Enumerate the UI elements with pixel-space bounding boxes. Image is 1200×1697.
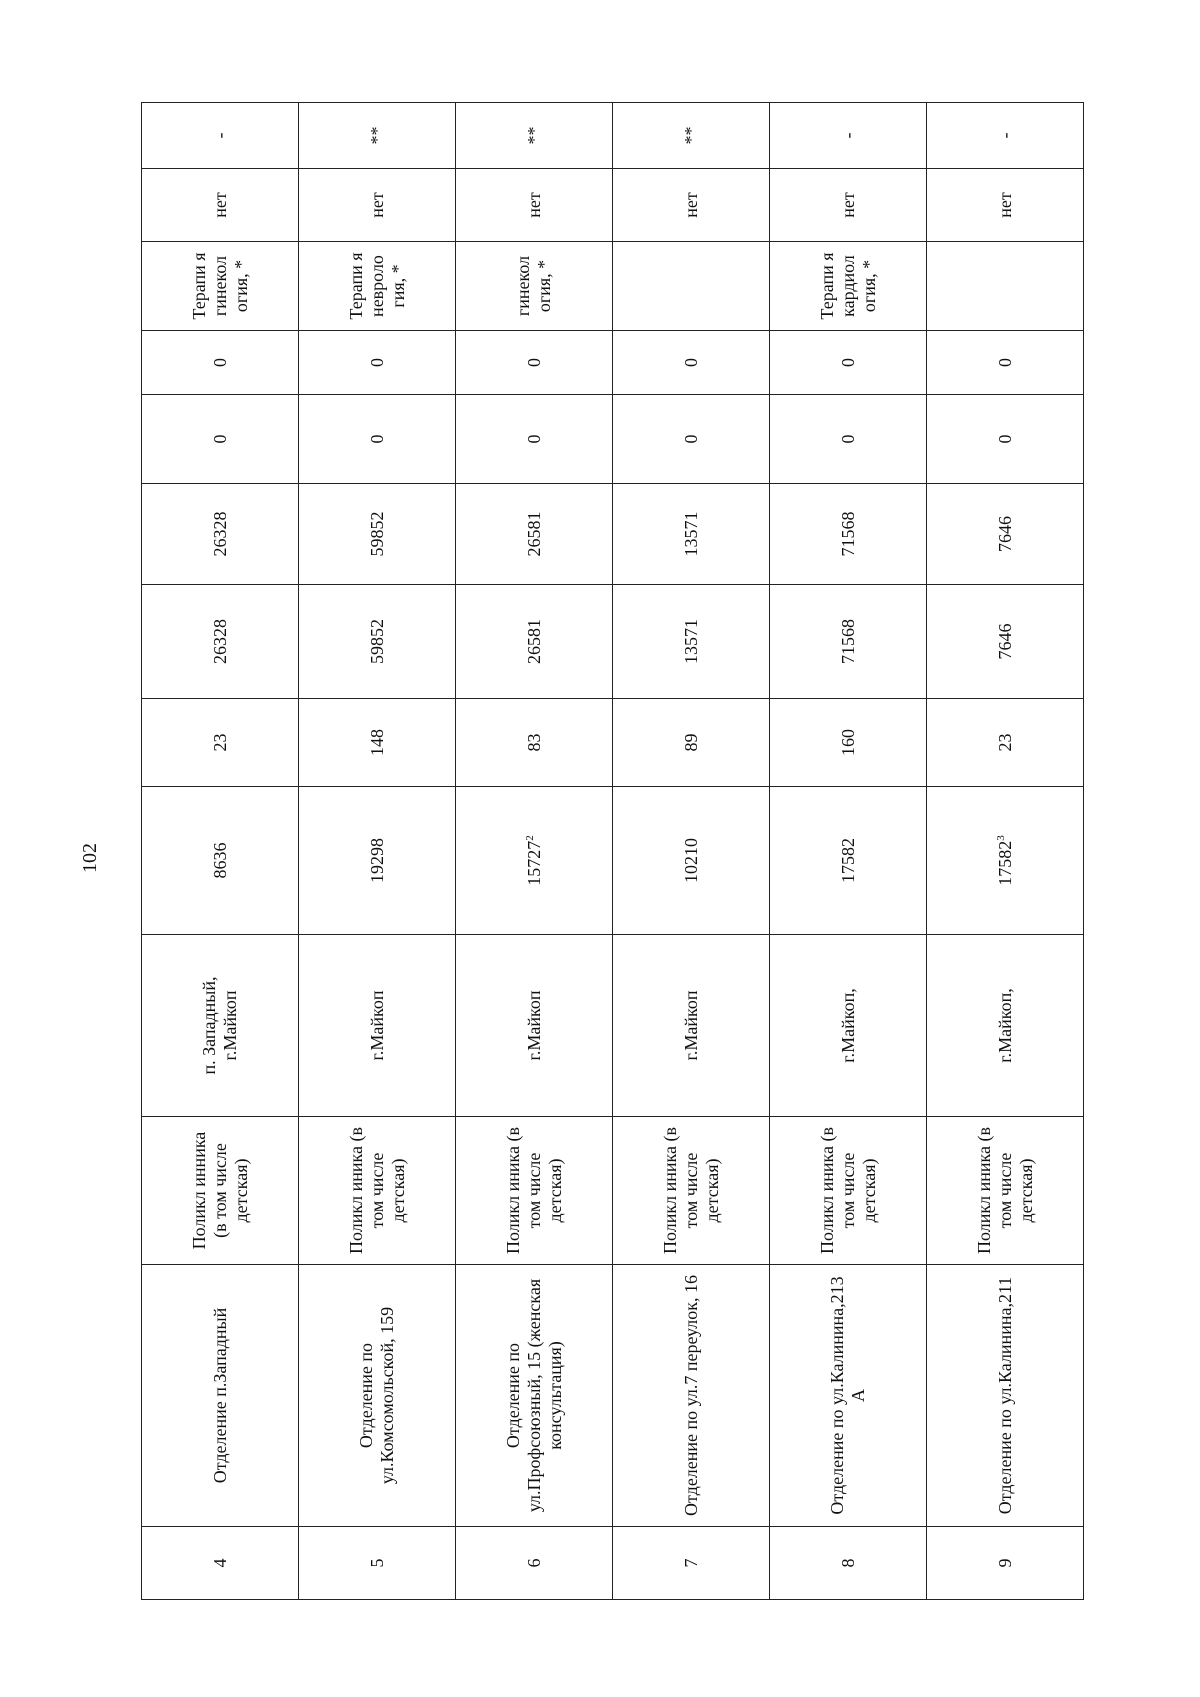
value-c7 (770, 169, 927, 242)
facility-type-text: Поликл иника (в том числе детская) (659, 1127, 722, 1254)
value-c2 (613, 699, 770, 787)
location-text: г.Майкоп, (837, 988, 858, 1063)
value-c7 (456, 169, 613, 242)
row-number-text: 5 (366, 1558, 387, 1568)
specialties (770, 242, 927, 331)
facility-name-text: Отделение по ул.Профсоюзный, 15 (женская консультация) (502, 1278, 565, 1513)
value-c2-text: 160 (837, 729, 858, 756)
value-c1 (927, 787, 1084, 935)
value-c6-text: 0 (680, 358, 701, 367)
facility-name-text: Отделение по ул.Калинина,211 (994, 1276, 1015, 1515)
value-c2-text: 23 (209, 733, 230, 752)
value-c2-text: 83 (523, 733, 544, 752)
value-c3-text: 71568 (837, 619, 858, 664)
facility-type (142, 1117, 299, 1265)
facility-type-text: Поликл иника (в том числе детская) (502, 1127, 565, 1254)
value-c6 (613, 331, 770, 395)
value-c7-text: нет (523, 192, 544, 218)
facility-name (299, 1265, 456, 1527)
row-number (770, 1527, 927, 1600)
value-c1-text: 8636 (209, 842, 230, 879)
value-c8 (456, 103, 613, 169)
value-c1-text: 17582 (994, 840, 1015, 886)
row-number-text: 8 (837, 1558, 858, 1568)
value-c5 (613, 395, 770, 484)
value-c7-text: нет (837, 192, 858, 218)
value-c2 (927, 699, 1084, 787)
location (299, 935, 456, 1117)
specialties-text: Терапи я невроло гия, * (345, 252, 408, 320)
facility-type (613, 1117, 770, 1265)
value-c8-text: - (994, 132, 1015, 139)
value-c3 (613, 585, 770, 699)
value-c4-text: 13571 (680, 511, 701, 557)
table-row (456, 103, 613, 1600)
value-c4-text: 26328 (209, 511, 230, 557)
value-c8 (927, 103, 1084, 169)
value-c6 (142, 331, 299, 395)
value-c5 (299, 395, 456, 484)
value-c2 (299, 699, 456, 787)
value-c5-text: 0 (837, 434, 858, 444)
value-c4 (456, 484, 613, 585)
value-c3 (770, 585, 927, 699)
row-number (613, 1527, 770, 1600)
table-row (927, 103, 1084, 1600)
table-row (142, 103, 299, 1600)
location (613, 935, 770, 1117)
value-c6-text: 0 (523, 358, 544, 367)
value-c6-text: 0 (837, 358, 858, 367)
table-row (299, 103, 456, 1600)
value-c5-text: 0 (209, 434, 230, 444)
location-text: г.Майкоп (366, 990, 387, 1061)
value-c3-text: 26328 (209, 619, 230, 664)
value-c8-text: ** (523, 126, 544, 145)
value-c8 (142, 103, 299, 169)
facility-type-text: Поликл инника (в том числе детская) (188, 1131, 251, 1250)
value-c6-text: 0 (994, 358, 1015, 367)
facility-type (456, 1117, 613, 1265)
row-number (927, 1527, 1084, 1600)
table-row (770, 103, 927, 1600)
specialties-text: Терапи я гинекол огия, * (188, 252, 251, 320)
facility-type-text: Поликл иника (в том числе детская) (816, 1127, 879, 1254)
value-c4 (299, 484, 456, 585)
value-c3-text: 59852 (366, 619, 387, 664)
facility-name (142, 1265, 299, 1527)
row-number-text: 4 (209, 1558, 230, 1568)
value-c3 (927, 585, 1084, 699)
value-c5-text: 0 (366, 434, 387, 444)
specialties (613, 242, 770, 331)
value-c8-text: - (209, 132, 230, 139)
value-c5-text: 0 (523, 434, 544, 444)
value-c7 (613, 169, 770, 242)
location-text: г.Майкоп (523, 990, 544, 1061)
location-text: г.Майкоп, (994, 988, 1015, 1063)
specialties (299, 242, 456, 331)
value-c4-text: 7646 (994, 516, 1015, 552)
value-c6 (770, 331, 927, 395)
rotated-table (141, 103, 1083, 1600)
specialties-text: гинекол огия, * (513, 255, 554, 317)
specialties-text: Терапи я кардиол огия, * (816, 252, 879, 320)
location-text: г.Майкоп (680, 990, 701, 1061)
value-c4 (770, 484, 927, 585)
value-c7 (142, 169, 299, 242)
facility-name-text: Отделение по ул.7 переулок, 16 (680, 1275, 701, 1516)
value-c4-text: 71568 (837, 511, 858, 557)
value-c6-text: 0 (209, 358, 230, 367)
value-c1 (142, 787, 299, 935)
value-c6 (456, 331, 613, 395)
facility-type-text: Поликл иника (в том числе детская) (973, 1127, 1036, 1254)
value-c2 (142, 699, 299, 787)
value-c5 (142, 395, 299, 484)
value-c4-text: 59852 (366, 511, 387, 557)
value-c3 (299, 585, 456, 699)
footnote-marker: 3 (994, 835, 1007, 841)
row-number-text: 6 (523, 1558, 544, 1568)
facility-name-text: Отделение по ул.Комсомольской, 159 (356, 1306, 397, 1485)
value-c8-text: ** (680, 126, 701, 145)
value-c7-text: нет (994, 192, 1015, 218)
value-c7-text: нет (366, 192, 387, 218)
value-c5 (456, 395, 613, 484)
value-c4 (927, 484, 1084, 585)
value-c2-text: 23 (994, 733, 1015, 752)
facility-type (299, 1117, 456, 1265)
value-c6 (299, 331, 456, 395)
value-c2-text: 148 (366, 729, 387, 756)
value-c3 (142, 585, 299, 699)
facility-name (456, 1265, 613, 1527)
location (927, 935, 1084, 1117)
value-c2-text: 89 (680, 733, 701, 752)
value-c7 (927, 169, 1084, 242)
value-c1 (613, 787, 770, 935)
value-c8 (299, 103, 456, 169)
location-text: п. Западный, г.Майкоп (199, 976, 240, 1075)
specialties (456, 242, 613, 331)
facility-name-text: Отделение по ул.Калинина,213 А (827, 1276, 868, 1515)
location (770, 935, 927, 1117)
row-number (299, 1527, 456, 1600)
facility-name (770, 1265, 927, 1527)
value-c7-text: нет (680, 192, 701, 218)
row-number (142, 1527, 299, 1600)
facility-name-text: Отделение п.Западный (209, 1307, 230, 1484)
footnote-marker: 2 (523, 835, 536, 841)
value-c7-text: нет (209, 192, 230, 218)
value-c6 (927, 331, 1084, 395)
facilities-table (141, 102, 1084, 1600)
value-c3-text: 7646 (994, 623, 1015, 660)
row-number (456, 1527, 613, 1600)
value-c8-text: ** (366, 126, 387, 145)
value-c7 (299, 169, 456, 242)
value-c3 (456, 585, 613, 699)
value-c1-text: 10210 (680, 838, 701, 883)
value-c8 (770, 103, 927, 169)
page-number: 102 (79, 843, 101, 873)
location (456, 935, 613, 1117)
value-c5 (927, 395, 1084, 484)
facility-type (770, 1117, 927, 1265)
value-c2 (456, 699, 613, 787)
value-c4 (142, 484, 299, 585)
value-c5-text: 0 (994, 434, 1015, 444)
value-c5 (770, 395, 927, 484)
value-c6-text: 0 (366, 358, 387, 367)
value-c3-text: 26581 (523, 619, 544, 664)
value-c4-text: 26581 (523, 511, 544, 557)
value-c4 (613, 484, 770, 585)
facility-type-text: Поликл иника (в том числе детская) (345, 1127, 408, 1254)
value-c2 (770, 699, 927, 787)
location (142, 935, 299, 1117)
value-c1 (456, 787, 613, 935)
facility-type (927, 1117, 1084, 1265)
value-c5-text: 0 (680, 434, 701, 444)
facility-name (927, 1265, 1084, 1527)
row-number-text: 7 (680, 1558, 701, 1568)
value-c1-text: 19298 (366, 838, 387, 883)
value-c8 (613, 103, 770, 169)
value-c8-text: - (837, 132, 858, 139)
row-number-text: 9 (994, 1558, 1015, 1568)
value-c1-text: 15727 (523, 840, 544, 886)
facility-name (613, 1265, 770, 1527)
value-c1 (299, 787, 456, 935)
table-row (613, 103, 770, 1600)
specialties (927, 242, 1084, 331)
value-c1-text: 17582 (837, 838, 858, 883)
value-c1 (770, 787, 927, 935)
specialties (142, 242, 299, 331)
value-c3-text: 13571 (680, 619, 701, 664)
